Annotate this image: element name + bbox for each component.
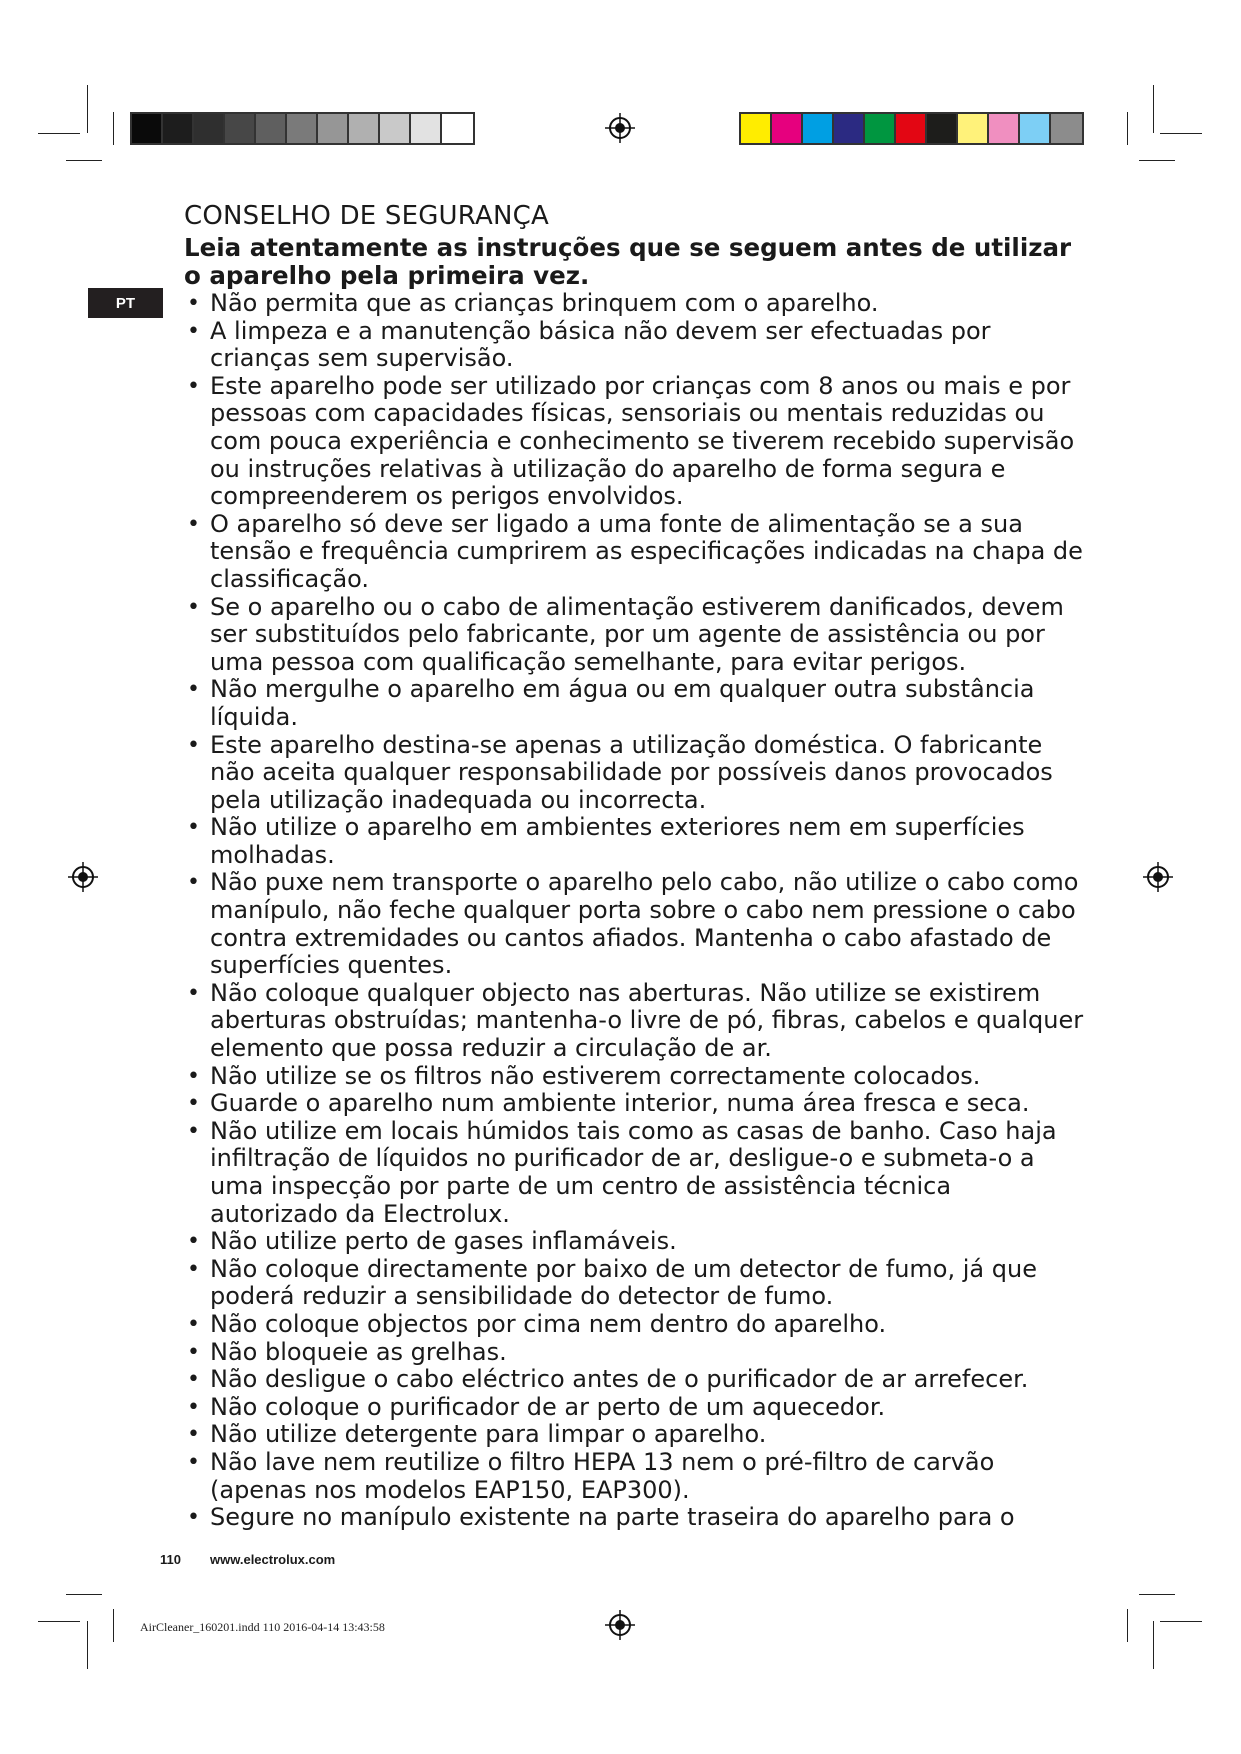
registration-mark-icon (605, 1610, 635, 1640)
color-swatch (411, 114, 442, 143)
footer-url: www.electrolux.com (210, 1552, 336, 1567)
color-swatch (132, 114, 163, 143)
color-swatch (1020, 114, 1051, 143)
list-item: • Não utilize perto de gases inflamáveis. (184, 1228, 1084, 1256)
color-swatch (772, 114, 803, 143)
safety-section (184, 201, 1084, 1532)
safety-list (184, 290, 1084, 1532)
intro-text: Leia atentamente as instruções que se seguem antes de utilizar o aparelho pela primeira vez. (184, 233, 1072, 290)
list-item: • Não bloqueie as grelhas. (184, 1339, 1084, 1367)
list-item: • Este aparelho pode ser utilizado por crianças com 8 anos ou mais e por pessoas com capacidades físicas, sensoriais ou mentais reduzidas ou com pouca experiência e conhecimento se tiverem recebido supervisão ou instruções relativas à utilização do aparelho de forma segura e compreenderem os perigos envolvidos. (184, 373, 1084, 511)
color-swatch (163, 114, 194, 143)
registration-mark-icon (68, 862, 98, 892)
registration-mark-icon (1143, 862, 1173, 892)
list-item: • Não coloque qualquer objecto nas aberturas. Não utilize se existirem aberturas obstruídas; mantenha-o livre de pó, fibras, cabelos e qualquer elemento que possa reduzir a circulação de ar. (184, 980, 1084, 1063)
registration-mark-icon (605, 113, 635, 143)
color-swatch (896, 114, 927, 143)
color-swatch (989, 114, 1020, 143)
list-item: • Não utilize detergente para limpar o aparelho. (184, 1421, 1084, 1449)
list-item: • Não utilize o aparelho em ambientes exteriores nem em superfícies molhadas. (184, 814, 1084, 869)
color-swatch (318, 114, 349, 143)
list-item: • Não lave nem reutilize o filtro HEPA 13 nem o pré-filtro de carvão (apenas nos modelos EAP150, EAP300). (184, 1449, 1084, 1504)
list-item: • Não coloque o purificador de ar perto de um aquecedor. (184, 1394, 1084, 1422)
color-swatch (225, 114, 256, 143)
section-title: CONSELHO DE SEGURANÇA (184, 201, 549, 231)
color-swatch (287, 114, 318, 143)
color-swatch (803, 114, 834, 143)
color-swatch (741, 114, 772, 143)
list-item: • Não desligue o cabo eléctrico antes de o purificador de ar arrefecer. (184, 1366, 1084, 1394)
page-number: 110 (160, 1552, 181, 1567)
color-swatch (1051, 114, 1082, 143)
language-tab: PT (88, 288, 163, 318)
process-color-bar (739, 112, 1084, 145)
list-item: • O aparelho só deve ser ligado a uma fonte de alimentação se a sua tensão e frequência cumprirem as especificações indicadas na chapa de classificação. (184, 511, 1084, 594)
grayscale-color-bar (130, 112, 475, 145)
list-item: • Guarde o aparelho num ambiente interior, numa área fresca e seca. (184, 1090, 1084, 1118)
color-swatch (834, 114, 865, 143)
list-item: • Este aparelho destina-se apenas a utilização doméstica. O fabricante não aceita qualquer responsabilidade por possíveis danos provocados pela utilização inadequada ou incorrecta. (184, 732, 1084, 815)
color-swatch (349, 114, 380, 143)
color-swatch (958, 114, 989, 143)
color-swatch (442, 114, 473, 143)
list-item: • Não utilize em locais húmidos tais como as casas de banho. Caso haja infiltração de líquidos no purificador de ar, desligue-o e submeta-o a uma inspecção por parte de um centro de assistência técnica autorizado da Electrolux. (184, 1118, 1084, 1228)
list-item: • Não coloque objectos por cima nem dentro do aparelho. (184, 1311, 1084, 1339)
list-item: • Não coloque directamente por baixo de um detector de fumo, já que poderá reduzir a sensibilidade do detector de fumo. (184, 1256, 1084, 1311)
print-slug: AirCleaner_160201.indd 110 2016-04-14 13:43:58 (140, 1620, 385, 1634)
color-swatch (927, 114, 958, 143)
color-swatch (194, 114, 225, 143)
color-swatch (380, 114, 411, 143)
list-item: • A limpeza e a manutenção básica não devem ser efectuadas por crianças sem supervisão. (184, 318, 1084, 373)
list-item: • Não mergulhe o aparelho em água ou em qualquer outra substância líquida. (184, 676, 1084, 731)
list-item: • Não utilize se os filtros não estiverem correctamente colocados. (184, 1063, 1084, 1091)
list-item: • Não permita que as crianças brinquem com o aparelho. (184, 290, 1084, 318)
color-swatch (256, 114, 287, 143)
color-swatch (865, 114, 896, 143)
list-item: • Se o aparelho ou o cabo de alimentação estiverem danificados, devem ser substituídos pelo fabricante, por um agente de assistência ou por uma pessoa com qualificação semelhante, para evitar perigos. (184, 594, 1084, 677)
list-item: • Não puxe nem transporte o aparelho pelo cabo, não utilize o cabo como manípulo, não feche qualquer porta sobre o cabo nem pressione o cabo contra extremidades ou cantos afiados. Mantenha o cabo afastado de superfícies quentes. (184, 869, 1084, 979)
list-item: • Segure no manípulo existente na parte traseira do aparelho para o (184, 1504, 1084, 1532)
